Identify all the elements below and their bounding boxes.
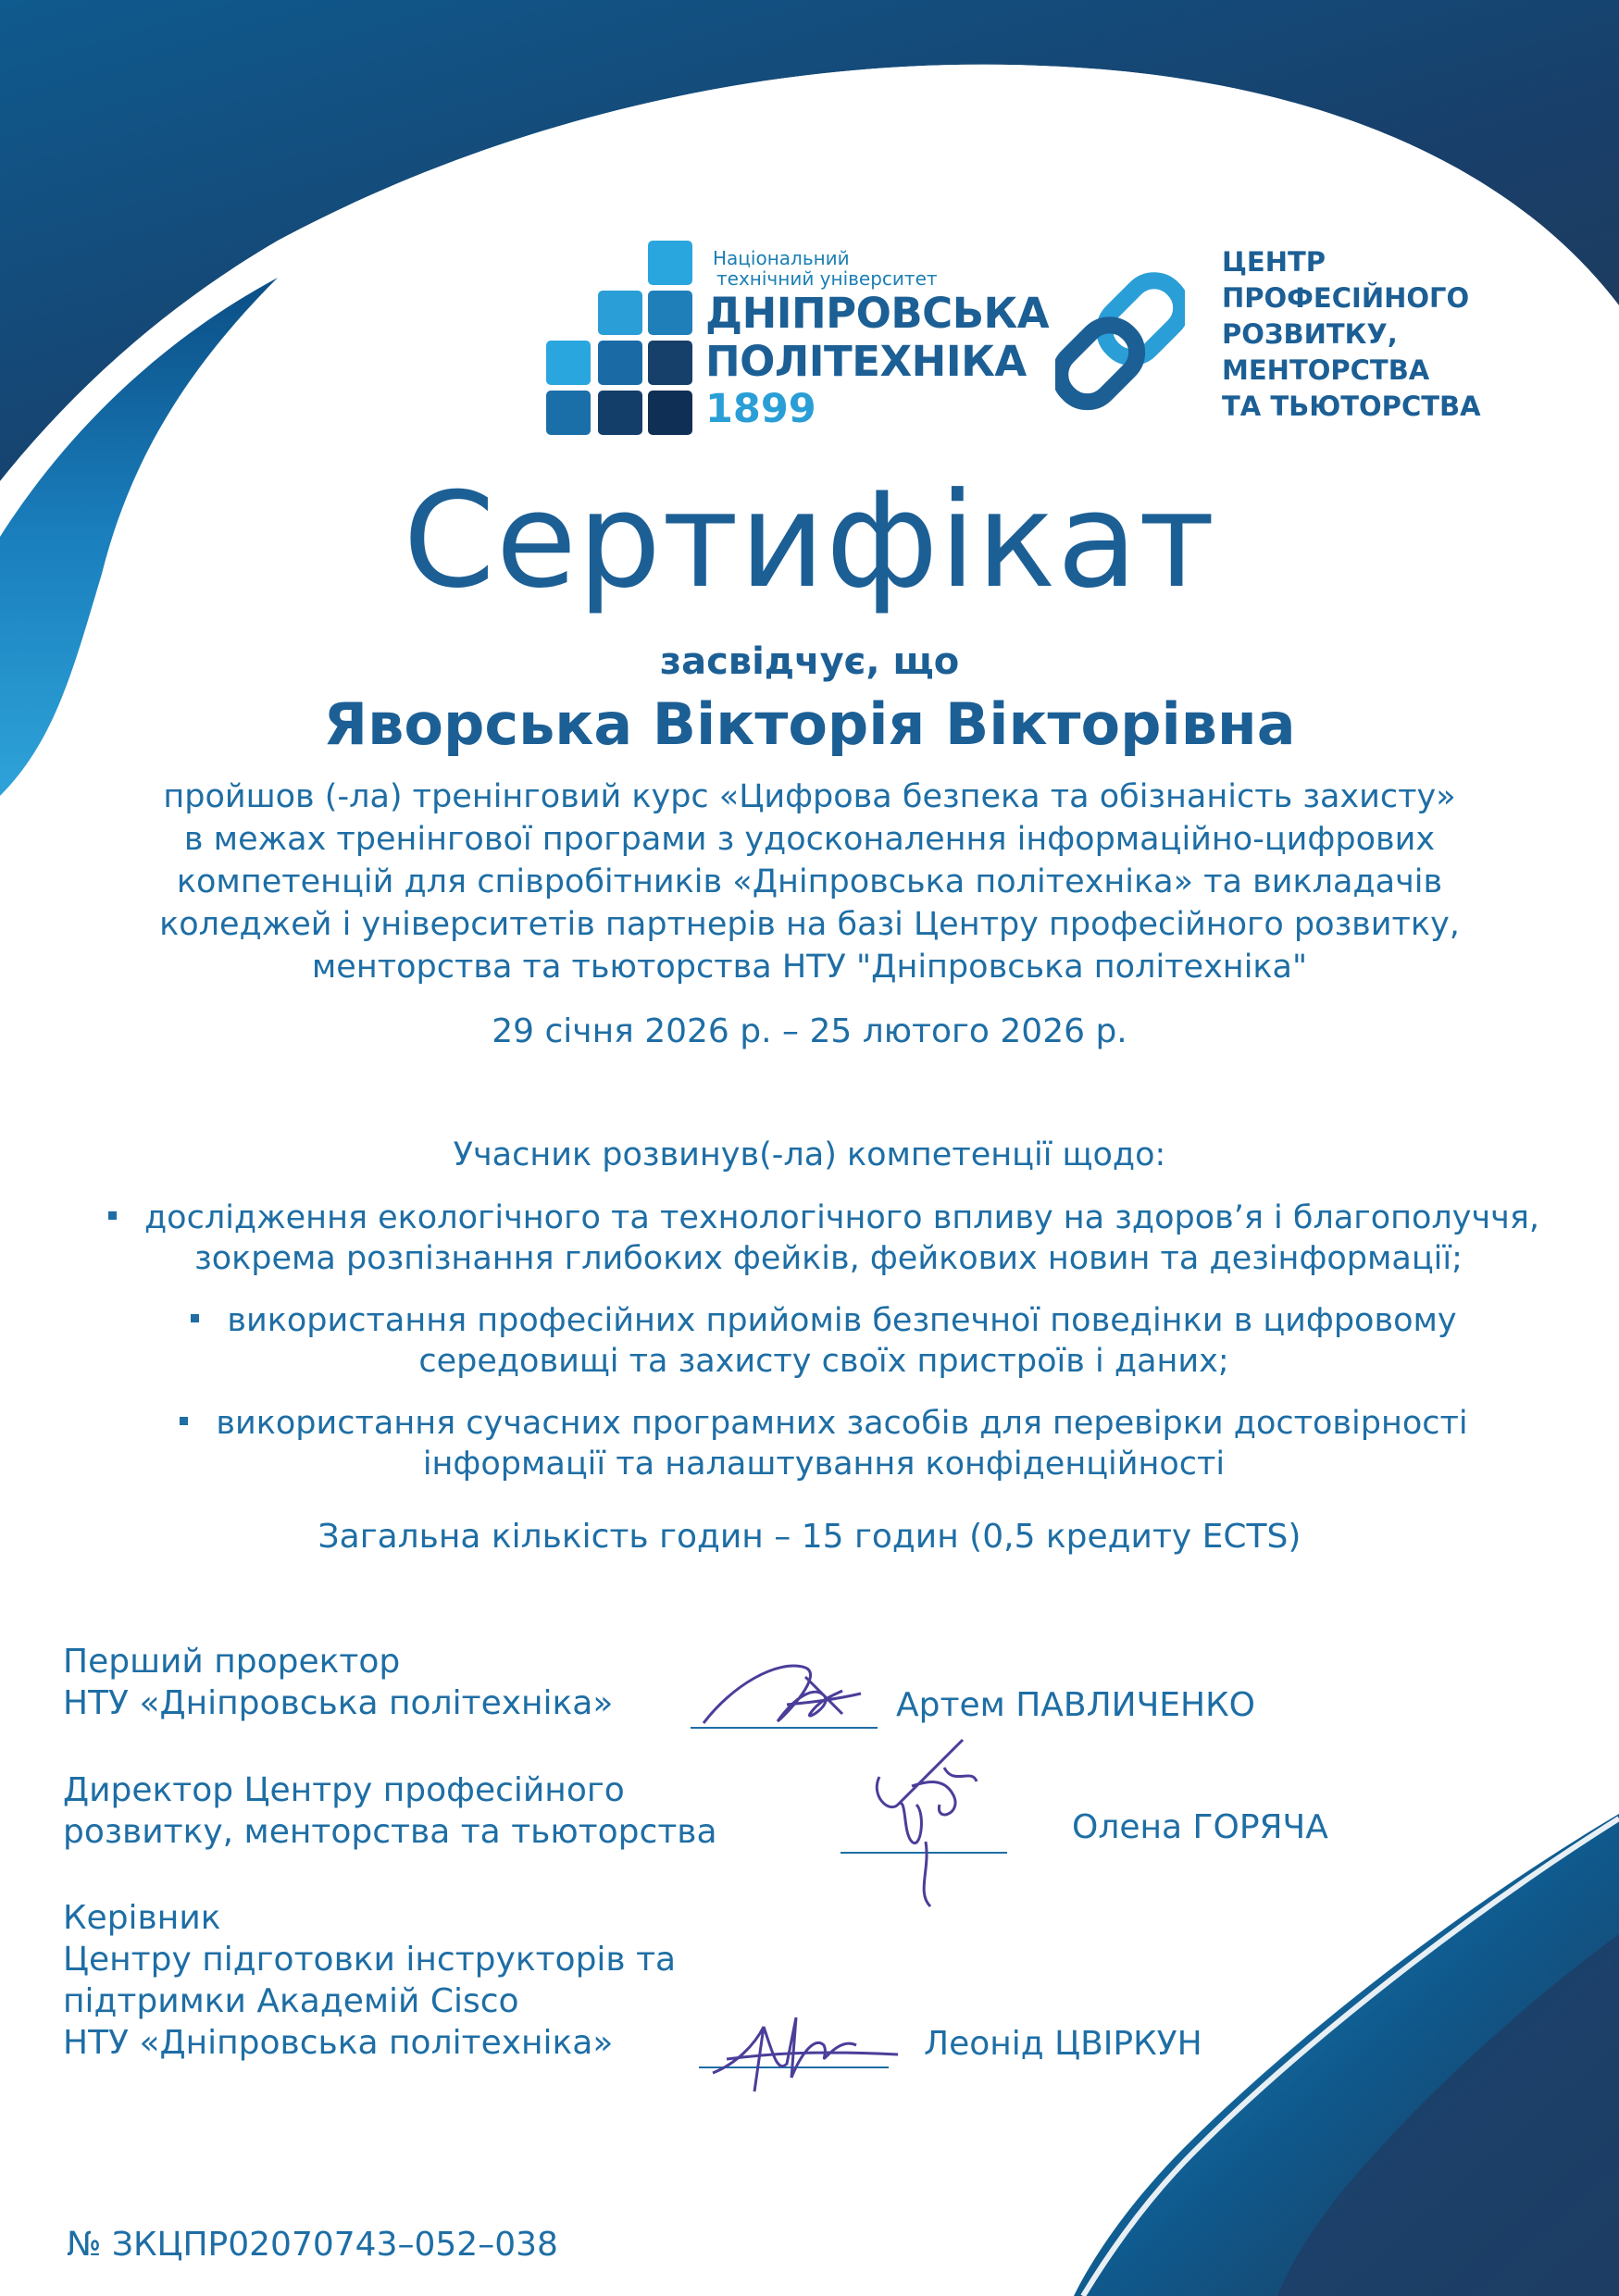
position-line: Директор Центру професійного: [63, 1771, 625, 1809]
competency-line: використання сучасних програмних засобів для перевірки достовірності: [216, 1405, 1468, 1442]
uni-name-line1: ДНІПРОВСЬКА: [705, 289, 1050, 338]
signatory-1-position: [63, 1641, 613, 1724]
position-line: НТУ «Дніпровська політехніка»: [63, 2024, 614, 2062]
course-dates: 29 січня 2026 р. – 25 лютого 2026 р.: [492, 1012, 1127, 1050]
competency-item: [74, 1198, 1574, 1279]
bullet-icon: [180, 1417, 188, 1425]
position-line: підтримки Академій Cisco: [63, 1982, 519, 2020]
competency-line: дослідження екологічного та технологічного впливу на здоров’я і благополуччя,: [143, 1199, 1540, 1236]
center-line1: ЦЕНТР: [1222, 246, 1326, 278]
position-line: НТУ «Дніпровська політехніка»: [63, 1684, 614, 1722]
center-line3: РОЗВИТКУ,: [1222, 318, 1398, 350]
certificate-number: № ЗКЦПР02070743–052–038: [67, 2226, 558, 2264]
recipient-name: Яворська Вікторія Вікторівна: [323, 690, 1296, 758]
position-line: розвитку, менторства та тьюторства: [63, 1813, 717, 1851]
uni-small-line1: Національний: [713, 247, 850, 269]
bullet-icon: [108, 1211, 117, 1220]
uni-name-line2: ПОЛІТЕХНІКА: [705, 337, 1027, 386]
university-logo: [546, 241, 1050, 444]
bullet-icon: [191, 1314, 199, 1322]
center-logo: [1055, 241, 1537, 444]
center-line4: МЕНТОРСТВА: [1222, 354, 1430, 386]
competency-line: інформації та налаштування конфіденційності: [422, 1446, 1226, 1483]
course-line: пройшов (-ла) тренінговий курс «Цифрова безпека та обізнаність захисту»: [163, 778, 1456, 815]
signature-3-icon: [699, 1990, 912, 2110]
competency-item: [74, 1403, 1574, 1484]
competency-line: використання професійних прийомів безпечної поведінки в цифровому: [227, 1302, 1457, 1339]
course-line: в межах тренінгової програми з удосконалення інформаційно-цифрових: [183, 821, 1436, 858]
certificate-title: Сертифікат: [403, 465, 1216, 617]
position-line: Перший проректор: [63, 1643, 401, 1681]
signatory-2-name: Олена ГОРЯЧА: [1072, 1808, 1328, 1846]
course-line: менторства та тьюторства НТУ "Дніпровська політехніка": [311, 949, 1308, 986]
signatory-2-position: [63, 1769, 717, 1853]
center-emblem-icon: [1055, 248, 1185, 433]
uni-year: 1899: [705, 386, 816, 432]
signatory-3-position: [63, 1897, 676, 2064]
signature-2-icon: [861, 1731, 990, 1916]
center-line2: ПРОФЕСІЙНОГО: [1222, 282, 1470, 314]
course-line: компетенцій для співробітників «Дніпровська політехніка» та викладачів: [176, 863, 1443, 900]
competencies-title: Учасник розвинув(-ла) компетенції щодо:: [453, 1136, 1166, 1173]
position-line: Центру підготовки інструкторів та: [63, 1941, 677, 1979]
uni-small-line2: технічний університет: [716, 267, 938, 290]
competency-line: зокрема розпізнання глибоких фейків, фейкових новин та дезінформації;: [194, 1240, 1463, 1277]
certifies-text: засвідчує, що: [659, 640, 960, 683]
competency-line: середовищі та захисту своїх пристроїв і даних;: [418, 1343, 1229, 1380]
position-line: Керівник: [63, 1899, 221, 1937]
signature-1-icon: [694, 1649, 879, 1734]
course-description: [0, 776, 1619, 988]
total-hours: Загальна кількість годин – 15 годин (0,5 кредиту ECTS): [318, 1518, 1301, 1556]
course-line: коледжей і університетів партнерів на базі Центру професійного розвитку,: [159, 906, 1460, 943]
center-name: [1222, 244, 1481, 425]
signatory-3-name: Леонід ЦВІРКУН: [924, 2025, 1202, 2063]
competency-item: [74, 1300, 1574, 1382]
signatory-1-name: Артем ПАВЛИЧЕНКО: [896, 1686, 1255, 1724]
center-line5: ТА ТЬЮТОРСТВА: [1222, 391, 1481, 422]
